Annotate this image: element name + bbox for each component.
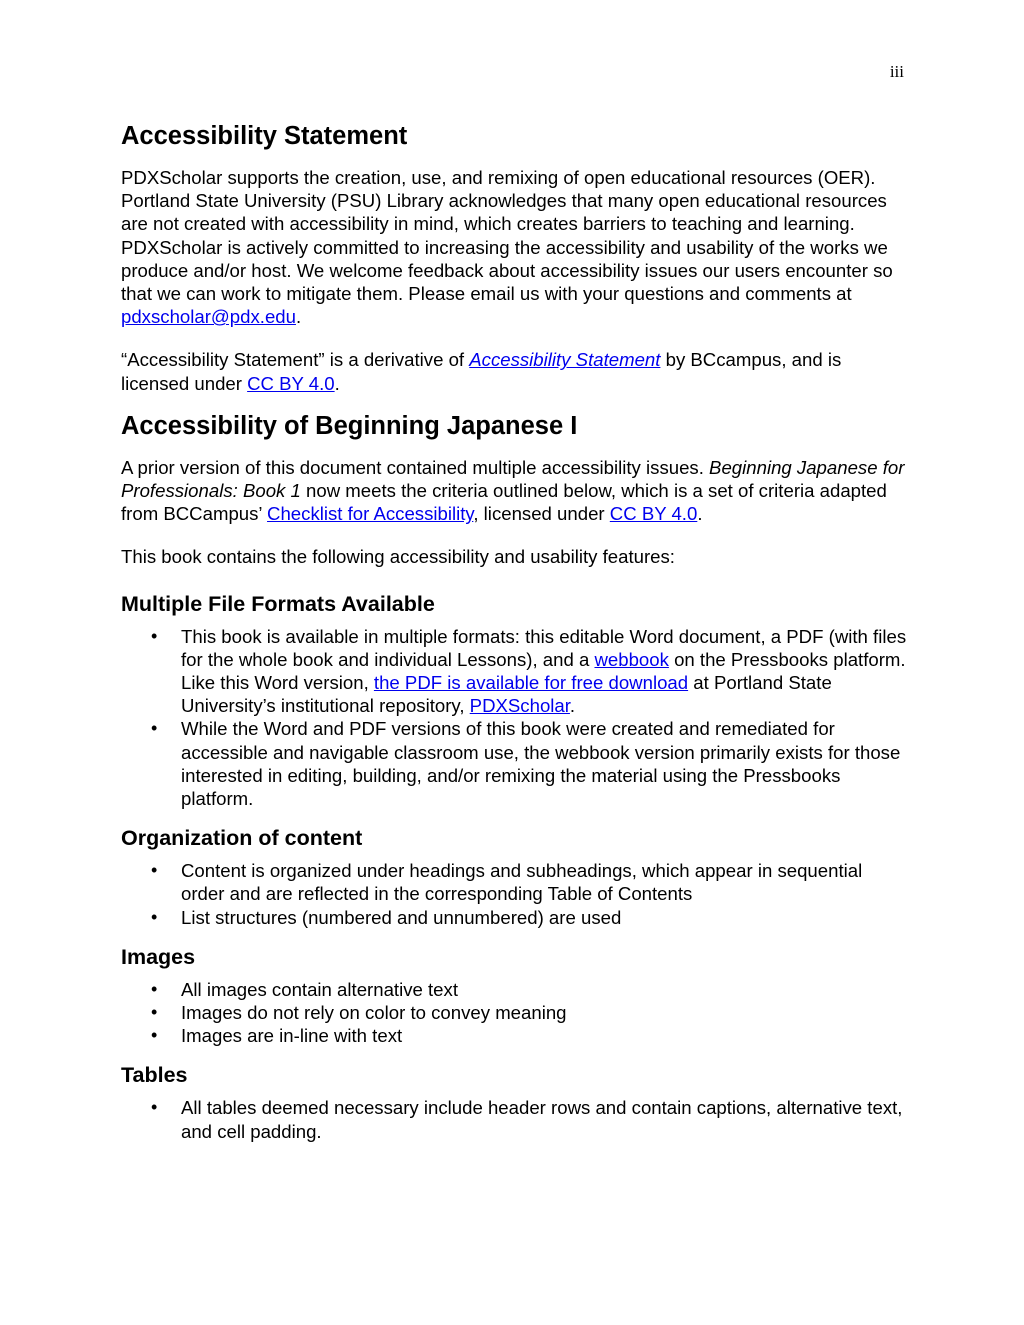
derivative-text-end: . xyxy=(334,372,340,394)
list-item: • Content is organized under headings and subheadings, which appear in sequential order and are reflected in the corresponding Table of Contents xyxy=(121,859,907,905)
prior-version-text-mid2: , licensed under xyxy=(473,503,610,525)
heading-images: Images xyxy=(121,944,196,969)
list-item-text: on the Pressbooks platform. Like this Word version, xyxy=(181,648,906,694)
heading-file-formats: Multiple File Formats Available xyxy=(121,591,435,616)
list-item xyxy=(121,625,907,718)
list-item: • While the Word and PDF versions of this book were created and remediated for accessible and navigable classroom use, the webbook version primarily exists for those interested in editing, building, and/or remixing the material using the Pressbooks platform. xyxy=(121,717,907,810)
derivative-paragraph xyxy=(121,348,907,394)
prior-version-text: A prior version of this document contained multiple accessibility issues. xyxy=(121,456,710,478)
list-item: • Images do not rely on color to convey meaning xyxy=(121,1001,907,1024)
pdf-download-link[interactable]: the PDF is available for free download xyxy=(373,672,689,694)
license-link[interactable]: CC BY 4.0 xyxy=(247,372,335,394)
derivative-text-mid: by BCcampus, and is licensed under xyxy=(121,349,842,394)
list-item-text: This book is available in multiple formats: this editable Word document, a PDF (with files for the whole book and individual Lessons), and a xyxy=(181,625,907,670)
statement-end: . xyxy=(295,306,302,328)
prior-version-paragraph xyxy=(121,456,907,526)
list-item: • Images are in-line with text xyxy=(121,1024,907,1047)
statement-paragraph xyxy=(121,166,907,328)
list-item: • List structures (numbered and unnumbered) are used xyxy=(121,906,907,929)
prior-version-text-end: . xyxy=(697,503,703,525)
statement-text: PDXScholar supports the creation, use, and remixing of open educational resources (OER). Portland State University (PSU) Library acknowledges that many open educational resources are not created with accessibility in mind, which creates barriers to teaching and learning. PDXScholar is actively committed to increasing the accessibility and usability of the works we produce and/or host. We welcome feedback about accessibility issues our users encounter so that we can work to mitigate them. Please email us with your questions and comments at xyxy=(121,167,893,305)
page-content xyxy=(121,117,907,1143)
list-item: • All images contain alternative text xyxy=(121,978,907,1001)
pdxscholar-link[interactable]: PDXScholar xyxy=(469,695,570,717)
accessibility-statement-link[interactable] xyxy=(469,349,660,370)
file-formats-list xyxy=(121,625,907,811)
tables-list xyxy=(121,1096,907,1142)
organization-list xyxy=(121,859,907,929)
email-link[interactable]: pdxscholar@pdx.edu xyxy=(121,306,296,328)
heading-organization: Organization of content xyxy=(121,826,363,851)
list-item-text: . xyxy=(569,695,576,717)
derivative-text-start: “Accessibility Statement” is a derivative of xyxy=(121,349,470,371)
features-intro: This book contains the following accessibility and usability features: xyxy=(121,546,675,568)
heading-accessibility-of-book: Accessibility of Beginning Japanese I xyxy=(121,411,578,440)
webbook-link[interactable]: webbook xyxy=(594,648,669,670)
accessibility-statement-link-text: Accessibility Statement xyxy=(469,349,661,371)
page-number: iii xyxy=(889,62,904,81)
list-item: • All tables deemed necessary include header rows and contain captions, alternative text, and cell padding. xyxy=(121,1096,907,1142)
images-list xyxy=(121,978,907,1048)
checklist-link[interactable]: Checklist for Accessibility xyxy=(267,503,474,525)
book-title: Beginning Japanese for Professionals: Book 1 xyxy=(121,456,905,502)
license-link-2[interactable]: CC BY 4.0 xyxy=(609,503,698,525)
heading-tables: Tables xyxy=(121,1063,188,1088)
list-item-text: at Portland State University’s institutional repository, xyxy=(181,672,832,717)
heading-accessibility-statement: Accessibility Statement xyxy=(121,122,408,150)
prior-version-text-mid: now meets the criteria outlined below, which is a set of criteria adapted from BCCampus’ xyxy=(121,480,887,525)
